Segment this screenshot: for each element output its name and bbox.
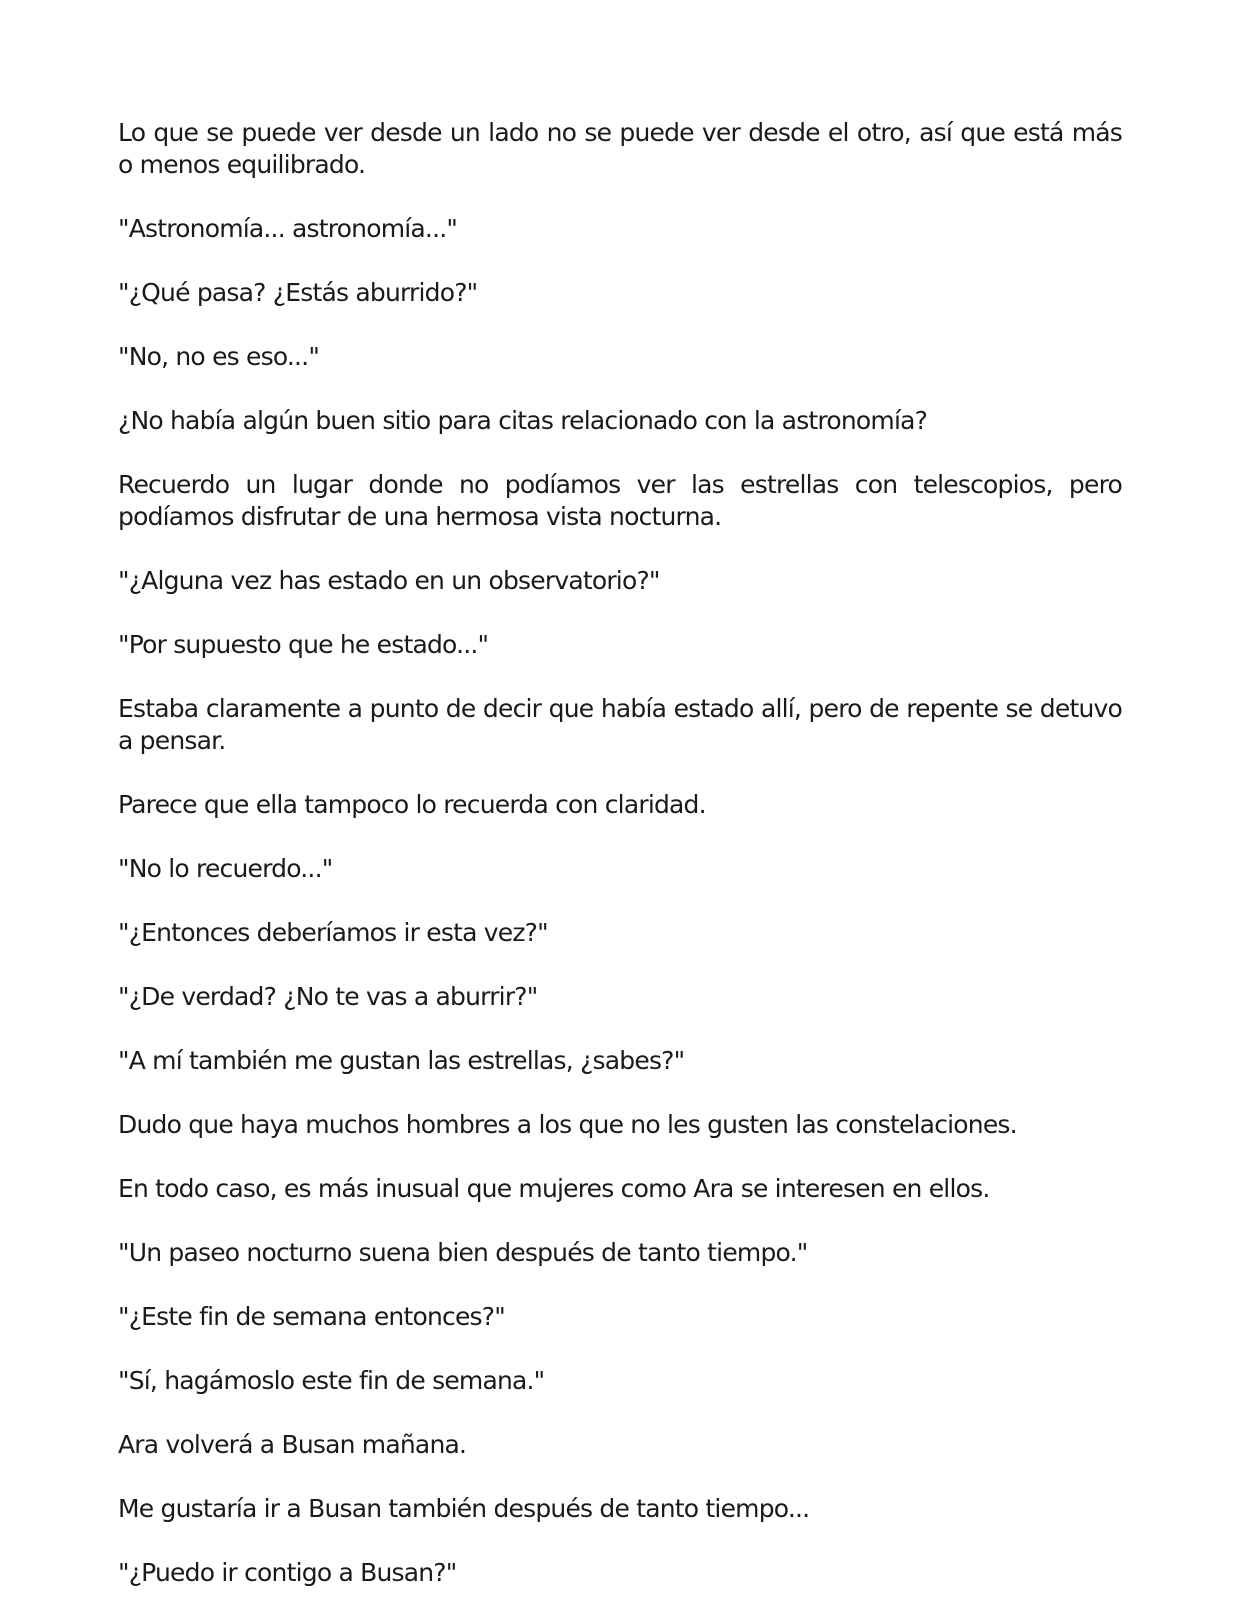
paragraph: "¿Puedo ir contigo a Busan?" bbox=[118, 1558, 457, 1587]
paragraph: "¿Entonces deberíamos ir esta vez?" bbox=[118, 918, 548, 947]
paragraph: "No, no es eso..." bbox=[118, 342, 320, 371]
paragraph: Recuerdo un lugar donde no podíamos ver las estrellas con telescopios, pero podíamos disfrutar de una hermosa vista nocturna. bbox=[118, 470, 1122, 531]
paragraph: "Astronomía... astronomía..." bbox=[118, 214, 458, 243]
paragraph: "¿Alguna vez has estado en un observatorio?" bbox=[118, 566, 660, 595]
paragraph: "¿De verdad? ¿No te vas a aburrir?" bbox=[118, 982, 538, 1011]
paragraph: "Sí, hagámoslo este fin de semana." bbox=[118, 1366, 545, 1395]
paragraph: "Por supuesto que he estado..." bbox=[118, 630, 489, 659]
paragraph: ¿No había algún buen sitio para citas relacionado con la astronomía? bbox=[118, 406, 928, 435]
paragraph: "Un paseo nocturno suena bien después de tanto tiempo." bbox=[118, 1238, 808, 1267]
paragraph: Estaba claramente a punto de decir que había estado allí, pero de repente se detuvo a pensar. bbox=[118, 694, 1122, 755]
paragraph: En todo caso, es más inusual que mujeres como Ara se interesen en ellos. bbox=[118, 1174, 990, 1203]
paragraph: Lo que se puede ver desde un lado no se puede ver desde el otro, así que está más o menos equilibrado. bbox=[118, 118, 1122, 179]
document-body bbox=[118, 117, 1122, 1620]
paragraph: Me gustaría ir a Busan también después de tanto tiempo... bbox=[118, 1494, 810, 1523]
paragraph: Dudo que haya muchos hombres a los que no les gusten las constelaciones. bbox=[118, 1110, 1017, 1139]
paragraph: "¿Este fin de semana entonces?" bbox=[118, 1302, 505, 1331]
paragraph: "No lo recuerdo..." bbox=[118, 854, 333, 883]
paragraph: Parece que ella tampoco lo recuerda con claridad. bbox=[118, 790, 706, 819]
paragraph: "¿Qué pasa? ¿Estás aburrido?" bbox=[118, 278, 478, 307]
paragraph: Ara volverá a Busan mañana. bbox=[118, 1430, 467, 1459]
paragraph: "A mí también me gustan las estrellas, ¿sabes?" bbox=[118, 1046, 685, 1075]
